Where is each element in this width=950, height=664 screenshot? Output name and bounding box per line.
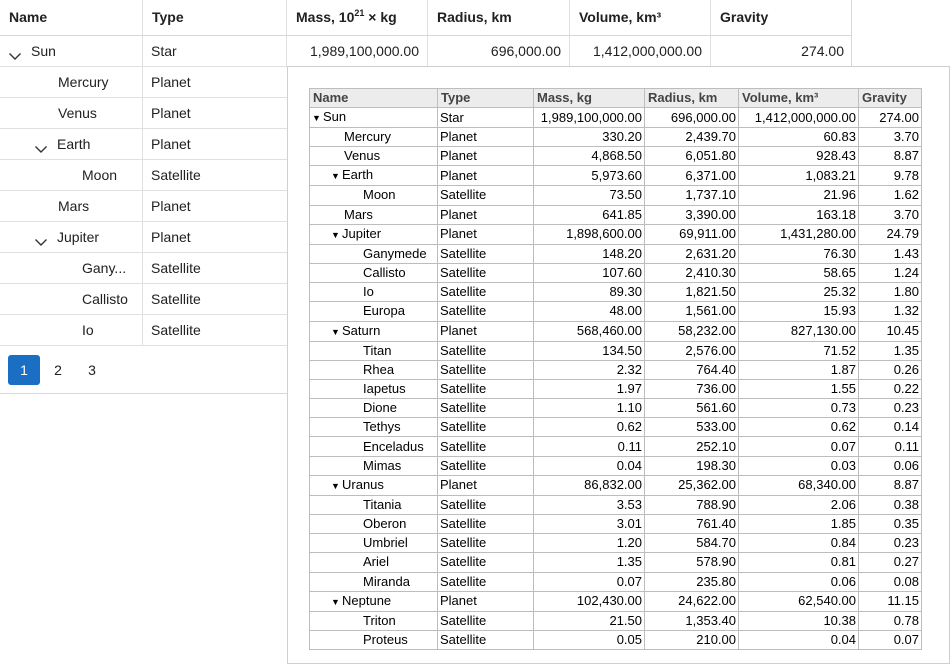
preview-type-cell: Satellite (438, 437, 534, 456)
preview-radius-cell: 3,390.00 (645, 205, 739, 224)
preview-radius-cell: 533.00 (645, 418, 739, 437)
preview-name-cell: ▼ Sun (310, 108, 438, 128)
preview-row (310, 283, 922, 302)
preview-radius-cell: 1,353.40 (645, 611, 739, 630)
preview-gravity-cell: 0.78 (859, 611, 922, 630)
preview-volume-cell: 1.55 (739, 379, 859, 398)
type-cell: Planet (151, 198, 191, 214)
preview-row (310, 553, 922, 572)
column-header-name[interactable]: Name (0, 0, 143, 35)
preview-radius-cell: 578.90 (645, 553, 739, 572)
volume-cell: 1,412,000,000.00 (570, 36, 711, 66)
preview-radius-cell: 561.60 (645, 399, 739, 418)
preview-type-cell: Star (438, 108, 534, 128)
preview-type-cell: Satellite (438, 283, 534, 302)
preview-type-cell: Satellite (438, 418, 534, 437)
grid-row-sun[interactable] (0, 36, 852, 67)
preview-row (310, 321, 922, 341)
preview-gravity-cell: 1.32 (859, 302, 922, 321)
preview-type-cell: Satellite (438, 360, 534, 379)
preview-gravity-cell: 274.00 (859, 108, 922, 128)
preview-gravity-cell: 0.11 (859, 437, 922, 456)
preview-row (310, 515, 922, 534)
preview-gravity-cell: 10.45 (859, 321, 922, 341)
preview-volume-cell: 163.18 (739, 205, 859, 224)
type-cell: Satellite (151, 322, 201, 338)
preview-row (310, 128, 922, 147)
preview-radius-cell: 24,622.00 (645, 591, 739, 611)
preview-mass-cell: 0.07 (534, 572, 645, 591)
preview-type-cell: Planet (438, 205, 534, 224)
column-header-gravity[interactable]: Gravity (720, 9, 769, 25)
preview-radius-cell: 2,439.70 (645, 128, 739, 147)
grid-row-venus[interactable] (0, 98, 287, 129)
preview-volume-cell: 827,130.00 (739, 321, 859, 341)
preview-volume-cell: 0.03 (739, 456, 859, 475)
preview-type-cell: Satellite (438, 630, 534, 649)
preview-name-cell: Mimas (310, 456, 438, 475)
preview-volume-cell: 0.06 (739, 572, 859, 591)
preview-type-cell: Planet (438, 224, 534, 244)
page-button-3[interactable]: 3 (88, 362, 96, 378)
preview-mass-cell: 1,898,600.00 (534, 224, 645, 244)
preview-row (310, 591, 922, 611)
name-cell: Earth (0, 129, 143, 159)
preview-type-cell: Satellite (438, 244, 534, 263)
expand-triangle-icon: ▼ (331, 229, 340, 240)
preview-header-radius: Radius, km (645, 89, 739, 108)
preview-mass-cell: 1,989,100,000.00 (534, 108, 645, 128)
preview-gravity-cell: 11.15 (859, 591, 922, 611)
preview-row (310, 475, 922, 495)
preview-name-cell: Rhea (310, 360, 438, 379)
preview-name-cell: Io (310, 283, 438, 302)
preview-type-cell: Satellite (438, 611, 534, 630)
preview-radius-cell: 6,051.80 (645, 147, 739, 166)
preview-gravity-cell: 0.27 (859, 553, 922, 572)
preview-type-cell: Planet (438, 147, 534, 166)
preview-name-cell: Enceladus (310, 437, 438, 456)
preview-row (310, 418, 922, 437)
preview-type-cell: Satellite (438, 263, 534, 282)
preview-radius-cell: 761.40 (645, 515, 739, 534)
preview-row (310, 495, 922, 514)
preview-mass-cell: 0.04 (534, 456, 645, 475)
preview-type-cell: Satellite (438, 572, 534, 591)
preview-name-cell: Proteus (310, 630, 438, 649)
preview-gravity-cell: 1.24 (859, 263, 922, 282)
print-preview-popup (287, 66, 950, 664)
preview-type-cell: Satellite (438, 341, 534, 360)
preview-mass-cell: 1.97 (534, 379, 645, 398)
type-cell: Satellite (151, 260, 201, 276)
name-cell: Gany... (0, 253, 143, 283)
type-cell: Planet (151, 136, 191, 152)
preview-row (310, 166, 922, 186)
preview-type-cell: Satellite (438, 302, 534, 321)
preview-name-cell: Titan (310, 341, 438, 360)
preview-name-cell: Dione (310, 399, 438, 418)
preview-row (310, 379, 922, 398)
preview-radius-cell: 2,631.20 (645, 244, 739, 263)
preview-gravity-cell: 1.80 (859, 283, 922, 302)
preview-name-cell: Mars (310, 205, 438, 224)
preview-type-cell: Satellite (438, 534, 534, 553)
type-cell: Star (143, 36, 287, 66)
preview-volume-cell: 60.83 (739, 128, 859, 147)
preview-row (310, 534, 922, 553)
preview-mass-cell: 568,460.00 (534, 321, 645, 341)
preview-mass-cell: 1.20 (534, 534, 645, 553)
preview-gravity-cell: 0.06 (859, 456, 922, 475)
preview-radius-cell: 58,232.00 (645, 321, 739, 341)
preview-row (310, 437, 922, 456)
preview-volume-cell: 25.32 (739, 283, 859, 302)
preview-radius-cell: 764.40 (645, 360, 739, 379)
preview-mass-cell: 4,868.50 (534, 147, 645, 166)
preview-radius-cell: 1,561.00 (645, 302, 739, 321)
preview-name-cell: ▼ Neptune (310, 591, 438, 611)
preview-name-cell: Oberon (310, 515, 438, 534)
preview-name-cell: Europa (310, 302, 438, 321)
preview-volume-cell: 15.93 (739, 302, 859, 321)
preview-row (310, 244, 922, 263)
preview-name-cell: Ariel (310, 553, 438, 572)
preview-mass-cell: 0.62 (534, 418, 645, 437)
preview-name-cell: Tethys (310, 418, 438, 437)
page-button-1[interactable]: 1 (8, 355, 40, 385)
preview-gravity-cell: 3.70 (859, 128, 922, 147)
preview-type-cell: Satellite (438, 379, 534, 398)
preview-gravity-cell: 0.08 (859, 572, 922, 591)
preview-volume-cell: 21.96 (739, 186, 859, 205)
preview-radius-cell: 25,362.00 (645, 475, 739, 495)
preview-gravity-cell: 9.78 (859, 166, 922, 186)
preview-radius-cell: 696,000.00 (645, 108, 739, 128)
grid-row-mercury[interactable] (0, 67, 287, 98)
preview-row (310, 263, 922, 282)
column-header-type[interactable]: Type (143, 0, 287, 35)
preview-header-mass: Mass, kg (534, 89, 645, 108)
preview-mass-cell: 1.10 (534, 399, 645, 418)
preview-radius-cell: 210.00 (645, 630, 739, 649)
preview-volume-cell: 928.43 (739, 147, 859, 166)
name-cell: Mars (0, 191, 143, 221)
preview-gravity-cell: 0.14 (859, 418, 922, 437)
chevron-down-icon[interactable] (34, 136, 48, 150)
preview-gravity-cell: 0.23 (859, 534, 922, 553)
preview-gravity-cell: 0.22 (859, 379, 922, 398)
preview-mass-cell: 134.50 (534, 341, 645, 360)
preview-mass-cell: 102,430.00 (534, 591, 645, 611)
preview-mass-cell: 641.85 (534, 205, 645, 224)
preview-type-cell: Planet (438, 321, 534, 341)
preview-volume-cell: 0.04 (739, 630, 859, 649)
preview-volume-cell: 10.38 (739, 611, 859, 630)
grid-row-jupiter[interactable] (0, 222, 287, 253)
preview-volume-cell: 0.84 (739, 534, 859, 553)
preview-row (310, 108, 922, 128)
name-cell: Mercury (0, 67, 143, 97)
type-cell: Planet (151, 105, 191, 121)
preview-name-cell: Umbriel (310, 534, 438, 553)
radius-cell: 696,000.00 (428, 36, 570, 66)
preview-row (310, 360, 922, 379)
preview-name-cell: Miranda (310, 572, 438, 591)
grid-row-ganymede[interactable] (0, 253, 287, 284)
preview-gravity-cell: 8.87 (859, 475, 922, 495)
expand-triangle-icon: ▼ (331, 480, 340, 491)
grid-row-callisto[interactable] (0, 284, 287, 315)
preview-row (310, 630, 922, 649)
preview-name-cell: ▼ Uranus (310, 475, 438, 495)
preview-header-type: Type (438, 89, 534, 108)
preview-mass-cell: 1.35 (534, 553, 645, 572)
preview-name-cell: Titania (310, 495, 438, 514)
name-cell: Jupiter (0, 222, 143, 252)
preview-radius-cell: 6,371.00 (645, 166, 739, 186)
preview-type-cell: Planet (438, 475, 534, 495)
preview-name-cell: Triton (310, 611, 438, 630)
grid-row-mars[interactable] (0, 191, 287, 222)
chevron-down-icon[interactable] (34, 229, 48, 243)
preview-volume-cell: 1,412,000,000.00 (739, 108, 859, 128)
preview-type-cell: Planet (438, 591, 534, 611)
preview-type-cell: Satellite (438, 399, 534, 418)
preview-gravity-cell: 1.35 (859, 341, 922, 360)
preview-name-cell: Iapetus (310, 379, 438, 398)
preview-volume-cell: 1.87 (739, 360, 859, 379)
preview-name-cell: ▼ Jupiter (310, 224, 438, 244)
preview-mass-cell: 48.00 (534, 302, 645, 321)
mass-cell: 1,989,100,000.00 (287, 36, 428, 66)
gravity-cell: 274.00 (801, 43, 844, 59)
type-cell: Satellite (151, 167, 201, 183)
preview-mass-cell: 3.01 (534, 515, 645, 534)
column-header-radius[interactable]: Radius, km (428, 0, 570, 35)
preview-mass-cell: 21.50 (534, 611, 645, 630)
preview-row (310, 456, 922, 475)
preview-volume-cell: 62,540.00 (739, 591, 859, 611)
preview-gravity-cell: 0.23 (859, 399, 922, 418)
preview-mass-cell: 148.20 (534, 244, 645, 263)
name-cell: Moon (0, 160, 143, 190)
column-header-mass[interactable]: Mass, $10^{21}$ × kg (287, 0, 428, 35)
grid-header (0, 0, 852, 36)
preview-volume-cell: 2.06 (739, 495, 859, 514)
preview-name-cell: Venus (310, 147, 438, 166)
preview-row (310, 224, 922, 244)
preview-radius-cell: 736.00 (645, 379, 739, 398)
preview-mass-cell: 0.05 (534, 630, 645, 649)
preview-row (310, 302, 922, 321)
type-cell: Satellite (151, 291, 201, 307)
preview-name-cell: Mercury (310, 128, 438, 147)
preview-volume-cell: 1,431,280.00 (739, 224, 859, 244)
preview-mass-cell: 5,973.60 (534, 166, 645, 186)
chevron-down-icon[interactable] (8, 43, 22, 57)
preview-volume-cell: 1,083.21 (739, 166, 859, 186)
preview-row (310, 205, 922, 224)
preview-volume-cell: 58.65 (739, 263, 859, 282)
preview-volume-cell: 68,340.00 (739, 475, 859, 495)
column-header-volume[interactable]: Volume, km³ (570, 0, 711, 35)
name-cell: Callisto (0, 284, 143, 314)
preview-mass-cell: 3.53 (534, 495, 645, 514)
preview-radius-cell: 788.90 (645, 495, 739, 514)
expand-triangle-icon: ▼ (331, 171, 340, 182)
preview-gravity-cell: 3.70 (859, 205, 922, 224)
page-button-2[interactable]: 2 (54, 362, 62, 378)
preview-gravity-cell: 0.38 (859, 495, 922, 514)
preview-table (309, 88, 922, 650)
preview-mass-cell: 330.20 (534, 128, 645, 147)
name-cell: Sun (0, 36, 143, 66)
preview-radius-cell: 252.10 (645, 437, 739, 456)
preview-header-gravity: Gravity (859, 89, 922, 108)
preview-gravity-cell: 8.87 (859, 147, 922, 166)
expand-triangle-icon: ▼ (331, 326, 340, 337)
preview-gravity-cell: 1.62 (859, 186, 922, 205)
grid-row-io[interactable] (0, 315, 287, 346)
preview-gravity-cell: 0.35 (859, 515, 922, 534)
type-cell: Planet (151, 229, 191, 245)
grid-row-earth[interactable] (0, 129, 287, 160)
preview-row (310, 399, 922, 418)
expand-triangle-icon: ▼ (331, 596, 340, 607)
preview-radius-cell: 235.80 (645, 572, 739, 591)
preview-mass-cell: 2.32 (534, 360, 645, 379)
preview-radius-cell: 2,576.00 (645, 341, 739, 360)
preview-volume-cell: 0.81 (739, 553, 859, 572)
expand-triangle-icon: ▼ (312, 113, 321, 123)
preview-name-cell: ▼ Saturn (310, 321, 438, 341)
preview-volume-cell: 0.73 (739, 399, 859, 418)
preview-volume-cell: 71.52 (739, 341, 859, 360)
preview-gravity-cell: 24.79 (859, 224, 922, 244)
preview-header-row (310, 89, 922, 108)
preview-header-name: Name (310, 89, 438, 108)
preview-type-cell: Planet (438, 166, 534, 186)
preview-type-cell: Satellite (438, 495, 534, 514)
preview-volume-cell: 0.07 (739, 437, 859, 456)
preview-volume-cell: 1.85 (739, 515, 859, 534)
preview-mass-cell: 107.60 (534, 263, 645, 282)
preview-mass-cell: 86,832.00 (534, 475, 645, 495)
preview-gravity-cell: 0.07 (859, 630, 922, 649)
preview-type-cell: Satellite (438, 186, 534, 205)
preview-name-cell: Moon (310, 186, 438, 205)
preview-mass-cell: 89.30 (534, 283, 645, 302)
preview-radius-cell: 584.70 (645, 534, 739, 553)
preview-type-cell: Satellite (438, 553, 534, 572)
preview-row (310, 147, 922, 166)
preview-mass-cell: 0.11 (534, 437, 645, 456)
preview-row (310, 186, 922, 205)
grid-row-moon[interactable] (0, 160, 287, 191)
preview-name-cell: Ganymede (310, 244, 438, 263)
name-cell: Io (0, 315, 143, 345)
preview-radius-cell: 1,737.10 (645, 186, 739, 205)
preview-mass-cell: 73.50 (534, 186, 645, 205)
preview-gravity-cell: 0.26 (859, 360, 922, 379)
preview-radius-cell: 1,821.50 (645, 283, 739, 302)
preview-volume-cell: 76.30 (739, 244, 859, 263)
preview-gravity-cell: 1.43 (859, 244, 922, 263)
preview-radius-cell: 198.30 (645, 456, 739, 475)
preview-header-volume: Volume, km³ (739, 89, 859, 108)
preview-type-cell: Planet (438, 128, 534, 147)
name-cell: Venus (0, 98, 143, 128)
preview-type-cell: Satellite (438, 456, 534, 475)
preview-name-cell: Callisto (310, 263, 438, 282)
preview-radius-cell: 2,410.30 (645, 263, 739, 282)
preview-row (310, 341, 922, 360)
preview-radius-cell: 69,911.00 (645, 224, 739, 244)
preview-name-cell: ▼ Earth (310, 166, 438, 186)
preview-row (310, 611, 922, 630)
preview-volume-cell: 0.62 (739, 418, 859, 437)
preview-type-cell: Satellite (438, 515, 534, 534)
preview-row (310, 572, 922, 591)
type-cell: Planet (151, 74, 191, 90)
